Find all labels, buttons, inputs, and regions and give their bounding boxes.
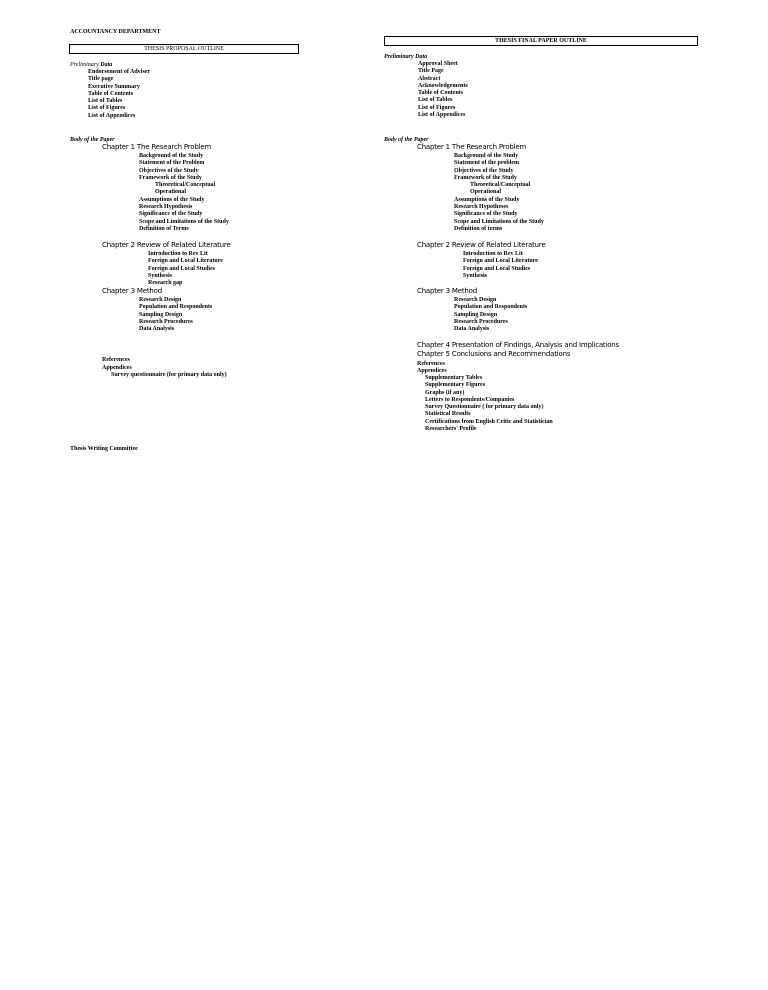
list-item: Data Analysis xyxy=(454,326,490,333)
proposal-chapter-2-list xyxy=(148,251,223,287)
list-item: Supplementary Tables xyxy=(425,375,483,381)
list-item: Framework of the Study xyxy=(454,174,517,181)
final-outline-title: THESIS FINAL PAPER OUTLINE xyxy=(384,36,698,46)
list-item: List of Figures xyxy=(418,104,456,111)
proposal-chapter-3-list xyxy=(139,297,212,333)
list-item: Definition of terms xyxy=(454,225,503,232)
list-item: Operational xyxy=(155,189,186,196)
preliminary-data-word: Data xyxy=(100,62,113,68)
proposal-body-label: Body of the Paper xyxy=(70,137,115,143)
list-item: Abstract xyxy=(418,75,441,82)
list-item: Statement of the Problem xyxy=(139,160,205,167)
list-item: Research Procedures xyxy=(139,318,193,325)
list-item: Theoretical/Conceptual xyxy=(155,182,216,189)
final-body-label: Body of the Paper xyxy=(384,137,429,143)
list-item: Theoretical/Conceptual xyxy=(470,182,531,189)
final-chapter-3-title: Chapter 3 Method xyxy=(417,287,477,295)
list-item: Framework of the Study xyxy=(139,174,202,181)
proposal-chapter-2-title: Chapter 2 Review of Related Literature xyxy=(102,241,231,249)
list-item: List of Figures xyxy=(88,105,126,112)
final-preliminary-list xyxy=(418,61,468,119)
list-item: Objectives of the Study xyxy=(139,167,199,174)
final-chapter-3-list xyxy=(454,297,527,333)
proposal-outline-title: THESIS PROPOSAL OUTLINE xyxy=(69,44,299,54)
list-item: Researchers' Profile xyxy=(425,426,477,433)
list-item: Table of Contents xyxy=(88,90,134,97)
thesis-writing-committee: Thesis Writing Committee xyxy=(70,446,138,452)
final-chapter-1-list xyxy=(454,153,544,233)
list-item: Foreign and Local Studies xyxy=(148,265,216,272)
final-references: References xyxy=(417,361,445,367)
list-item: Background of the Study xyxy=(454,153,519,159)
final-chapter-2-list xyxy=(463,251,538,280)
list-item: Introduction to Rev Lit xyxy=(148,251,208,257)
list-item: Objectives of the Study xyxy=(454,167,514,174)
list-item: Assumptions of the Study xyxy=(139,196,205,203)
list-item: Scope and Limitations of the Study xyxy=(454,218,544,225)
list-item: List of Tables xyxy=(418,97,453,104)
list-item: Data Analysis xyxy=(139,326,175,333)
list-item: Population and Respondents xyxy=(454,304,528,311)
list-item: Title page xyxy=(88,76,114,83)
proposal-preliminary-list xyxy=(88,69,150,120)
proposal-appendix-item: Survey questionnaire (for primary data only) xyxy=(111,372,227,378)
department-heading: ACCOUNTANCY DEPARTMENT xyxy=(70,29,161,35)
final-appendix-list xyxy=(425,375,553,433)
list-item: Foreign and Local Literature xyxy=(148,258,223,265)
list-item: Background of the Study xyxy=(139,153,204,159)
proposal-chapter-1-list xyxy=(139,153,229,233)
list-item: Research Design xyxy=(139,297,182,303)
list-item: List of Appendices xyxy=(418,112,466,119)
list-item: Letters to Respondents/Companies xyxy=(425,396,515,403)
list-item: Foreign and Local Literature xyxy=(463,258,538,265)
list-item: Operational xyxy=(470,189,501,196)
list-item: List of Appendices xyxy=(88,112,136,119)
proposal-references: References xyxy=(102,357,130,363)
proposal-appendices: Appendices xyxy=(102,365,132,371)
list-item: Sampling Design xyxy=(139,311,183,318)
list-item: Statement of the problem xyxy=(454,160,520,167)
list-item: Assumptions of the Study xyxy=(454,196,520,203)
proposal-chapter-1-title: Chapter 1 The Research Problem xyxy=(102,143,212,151)
list-item: Synthesis xyxy=(148,272,173,279)
proposal-chapter-3-title: Chapter 3 Method xyxy=(102,287,162,295)
list-item: Research Hypotheses xyxy=(454,204,509,211)
list-item: Statistical Results xyxy=(425,411,471,418)
list-item: Executive Summary xyxy=(88,83,140,90)
list-item: Research Hypothesis xyxy=(139,204,193,211)
list-item: Endorsement of Adviser xyxy=(88,69,150,75)
list-item: Research Procedures xyxy=(454,318,508,325)
final-chapter-5-title: Chapter 5 Conclusions and Recommendations xyxy=(417,350,571,358)
list-item: Introduction to Rev Lit xyxy=(463,251,523,257)
list-item: Synthesis xyxy=(463,272,488,279)
list-item: Research Design xyxy=(454,297,497,303)
list-item: Significance of the Study xyxy=(454,211,518,218)
final-chapter-2-title: Chapter 2 Review of Related Literature xyxy=(417,241,546,249)
final-appendices: Appendices xyxy=(417,368,447,374)
list-item: Sampling Design xyxy=(454,311,498,318)
list-item: Table of Contents xyxy=(418,90,464,97)
list-item: Scope and Limitations of the Study xyxy=(139,218,229,225)
list-item: Acknowledgements xyxy=(418,82,468,89)
final-chapter-4-title: Chapter 4 Presentation of Findings, Analysis and Implications xyxy=(417,341,619,349)
list-item: Approval Sheet xyxy=(418,61,458,67)
list-item: Graphs (if any) xyxy=(425,389,465,396)
list-item: Foreign and Local Studies xyxy=(463,265,531,272)
final-preliminary-label: Preliminary Data xyxy=(384,54,428,60)
list-item: Title Page xyxy=(418,68,444,75)
final-chapter-1-title: Chapter 1 The Research Problem xyxy=(417,143,527,151)
list-item: Definition of Terms xyxy=(139,225,189,232)
list-item: Significance of the Study xyxy=(139,211,203,218)
list-item: Survey Questionnaire ( for primary data only) xyxy=(425,404,544,411)
list-item: Certifications from English Critic and Statistician xyxy=(425,418,553,425)
list-item: List of Tables xyxy=(88,98,123,105)
list-item: Population and Respondents xyxy=(139,304,213,311)
list-item: Research gap xyxy=(148,280,183,287)
preliminary-label-word: Preliminary xyxy=(70,62,99,68)
list-item: Supplementary Figures xyxy=(425,382,486,389)
